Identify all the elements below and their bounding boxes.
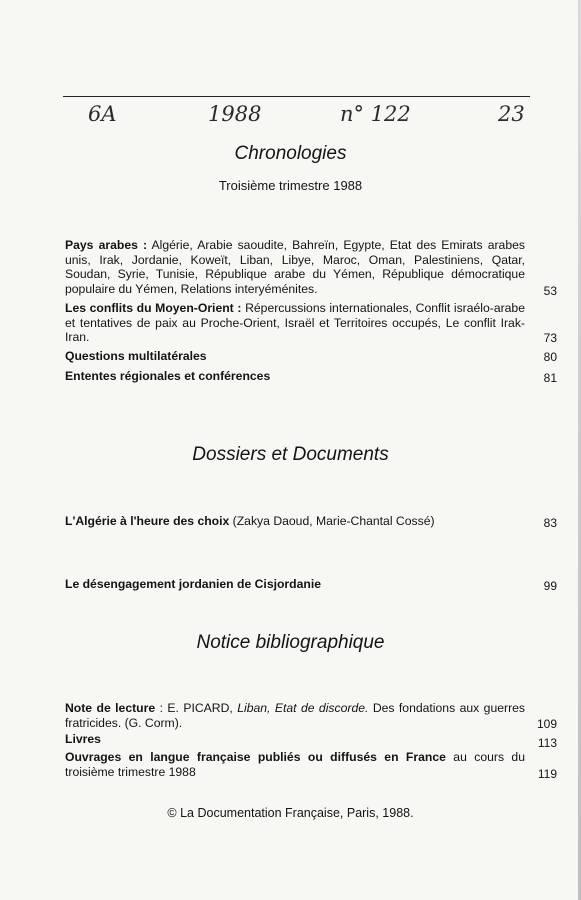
entry-text: Algérie, Arabie saoudite, Bahreïn, Egypte, Etat des Emirats arabes unis, Irak, Jordanie, Koweït, Liban, Libye, Maroc, Oman, Palestiniens, Qatar, Soudan, Syrie, Tunisie, République arabe du Yémen, République démocratique populaire du Yémen, Relations interyéménites. [65, 238, 525, 296]
page-number: 73 [543, 331, 557, 345]
handwritten-year: 1988 [208, 102, 262, 126]
toc-entry-pays-arabes [65, 238, 525, 296]
toc-entry-livres [65, 732, 525, 747]
entry-heading: Ententes régionales et conférences [65, 369, 271, 383]
entry-heading: Note de lecture [65, 701, 156, 715]
top-rule [63, 96, 530, 97]
page-number: 83 [543, 516, 557, 530]
entry-heading: Ouvrages en langue française publiés ou diffusés en France [65, 750, 446, 764]
page-number: 80 [543, 350, 557, 364]
toc-entry-desengagement [65, 577, 525, 592]
toc-entry-questions [65, 349, 525, 364]
entry-text: Répercussions internationales, Conflit israélo-arabe et tentatives de paix au Proche-Orient, Israël et Territoires occupés, Le conflit Irak-Iran. [65, 301, 525, 344]
entry-text: (Zakya Daoud, Marie-Chantal Cossé) [229, 514, 435, 528]
entry-heading: Les conflits du Moyen-Orient : [65, 301, 242, 315]
page-number: 119 [537, 767, 557, 781]
page-number: 81 [543, 371, 557, 385]
handwritten-code: 6A [88, 102, 117, 126]
entry-text: Des fondations aux guerres fratricides. (G. Corm). [65, 701, 525, 730]
toc-entry-algerie [65, 514, 525, 529]
chronologies-title: Chronologies [234, 143, 347, 164]
page-number: 53 [543, 284, 557, 298]
toc-entry-note-de-lecture [65, 701, 525, 730]
copyright-footer: © La Documentation Française, Paris, 1988. [167, 806, 414, 820]
page-number: 109 [536, 717, 557, 731]
handwritten-copies: 23 [498, 102, 525, 126]
dossiers-title: Dossiers et Documents [192, 444, 389, 465]
toc-entry-conflits [65, 301, 525, 345]
entry-book-title: Liban, Etat de discorde. [237, 701, 369, 715]
entry-text: : E. PICARD, [155, 701, 238, 715]
handwritten-number: n° 122 [340, 102, 411, 126]
toc-entry-ouvrages [65, 750, 525, 779]
page-number: 99 [543, 579, 557, 593]
entry-heading: L'Algérie à l'heure des choix [65, 514, 230, 528]
entry-text: au cours du troisième trimestre 1988 [65, 750, 525, 779]
chronologies-subtitle: Troisième trimestre 1988 [218, 178, 363, 193]
entry-heading: Le désengagement jordanien de Cisjordanie [65, 577, 321, 591]
notice-title: Notice bibliographique [196, 632, 385, 653]
entry-heading: Pays arabes : [65, 238, 148, 252]
entry-heading: Livres [65, 732, 101, 746]
entry-heading: Questions multilatérales [65, 349, 207, 363]
toc-entry-ententes [65, 369, 525, 384]
page-number: 113 [537, 736, 557, 750]
